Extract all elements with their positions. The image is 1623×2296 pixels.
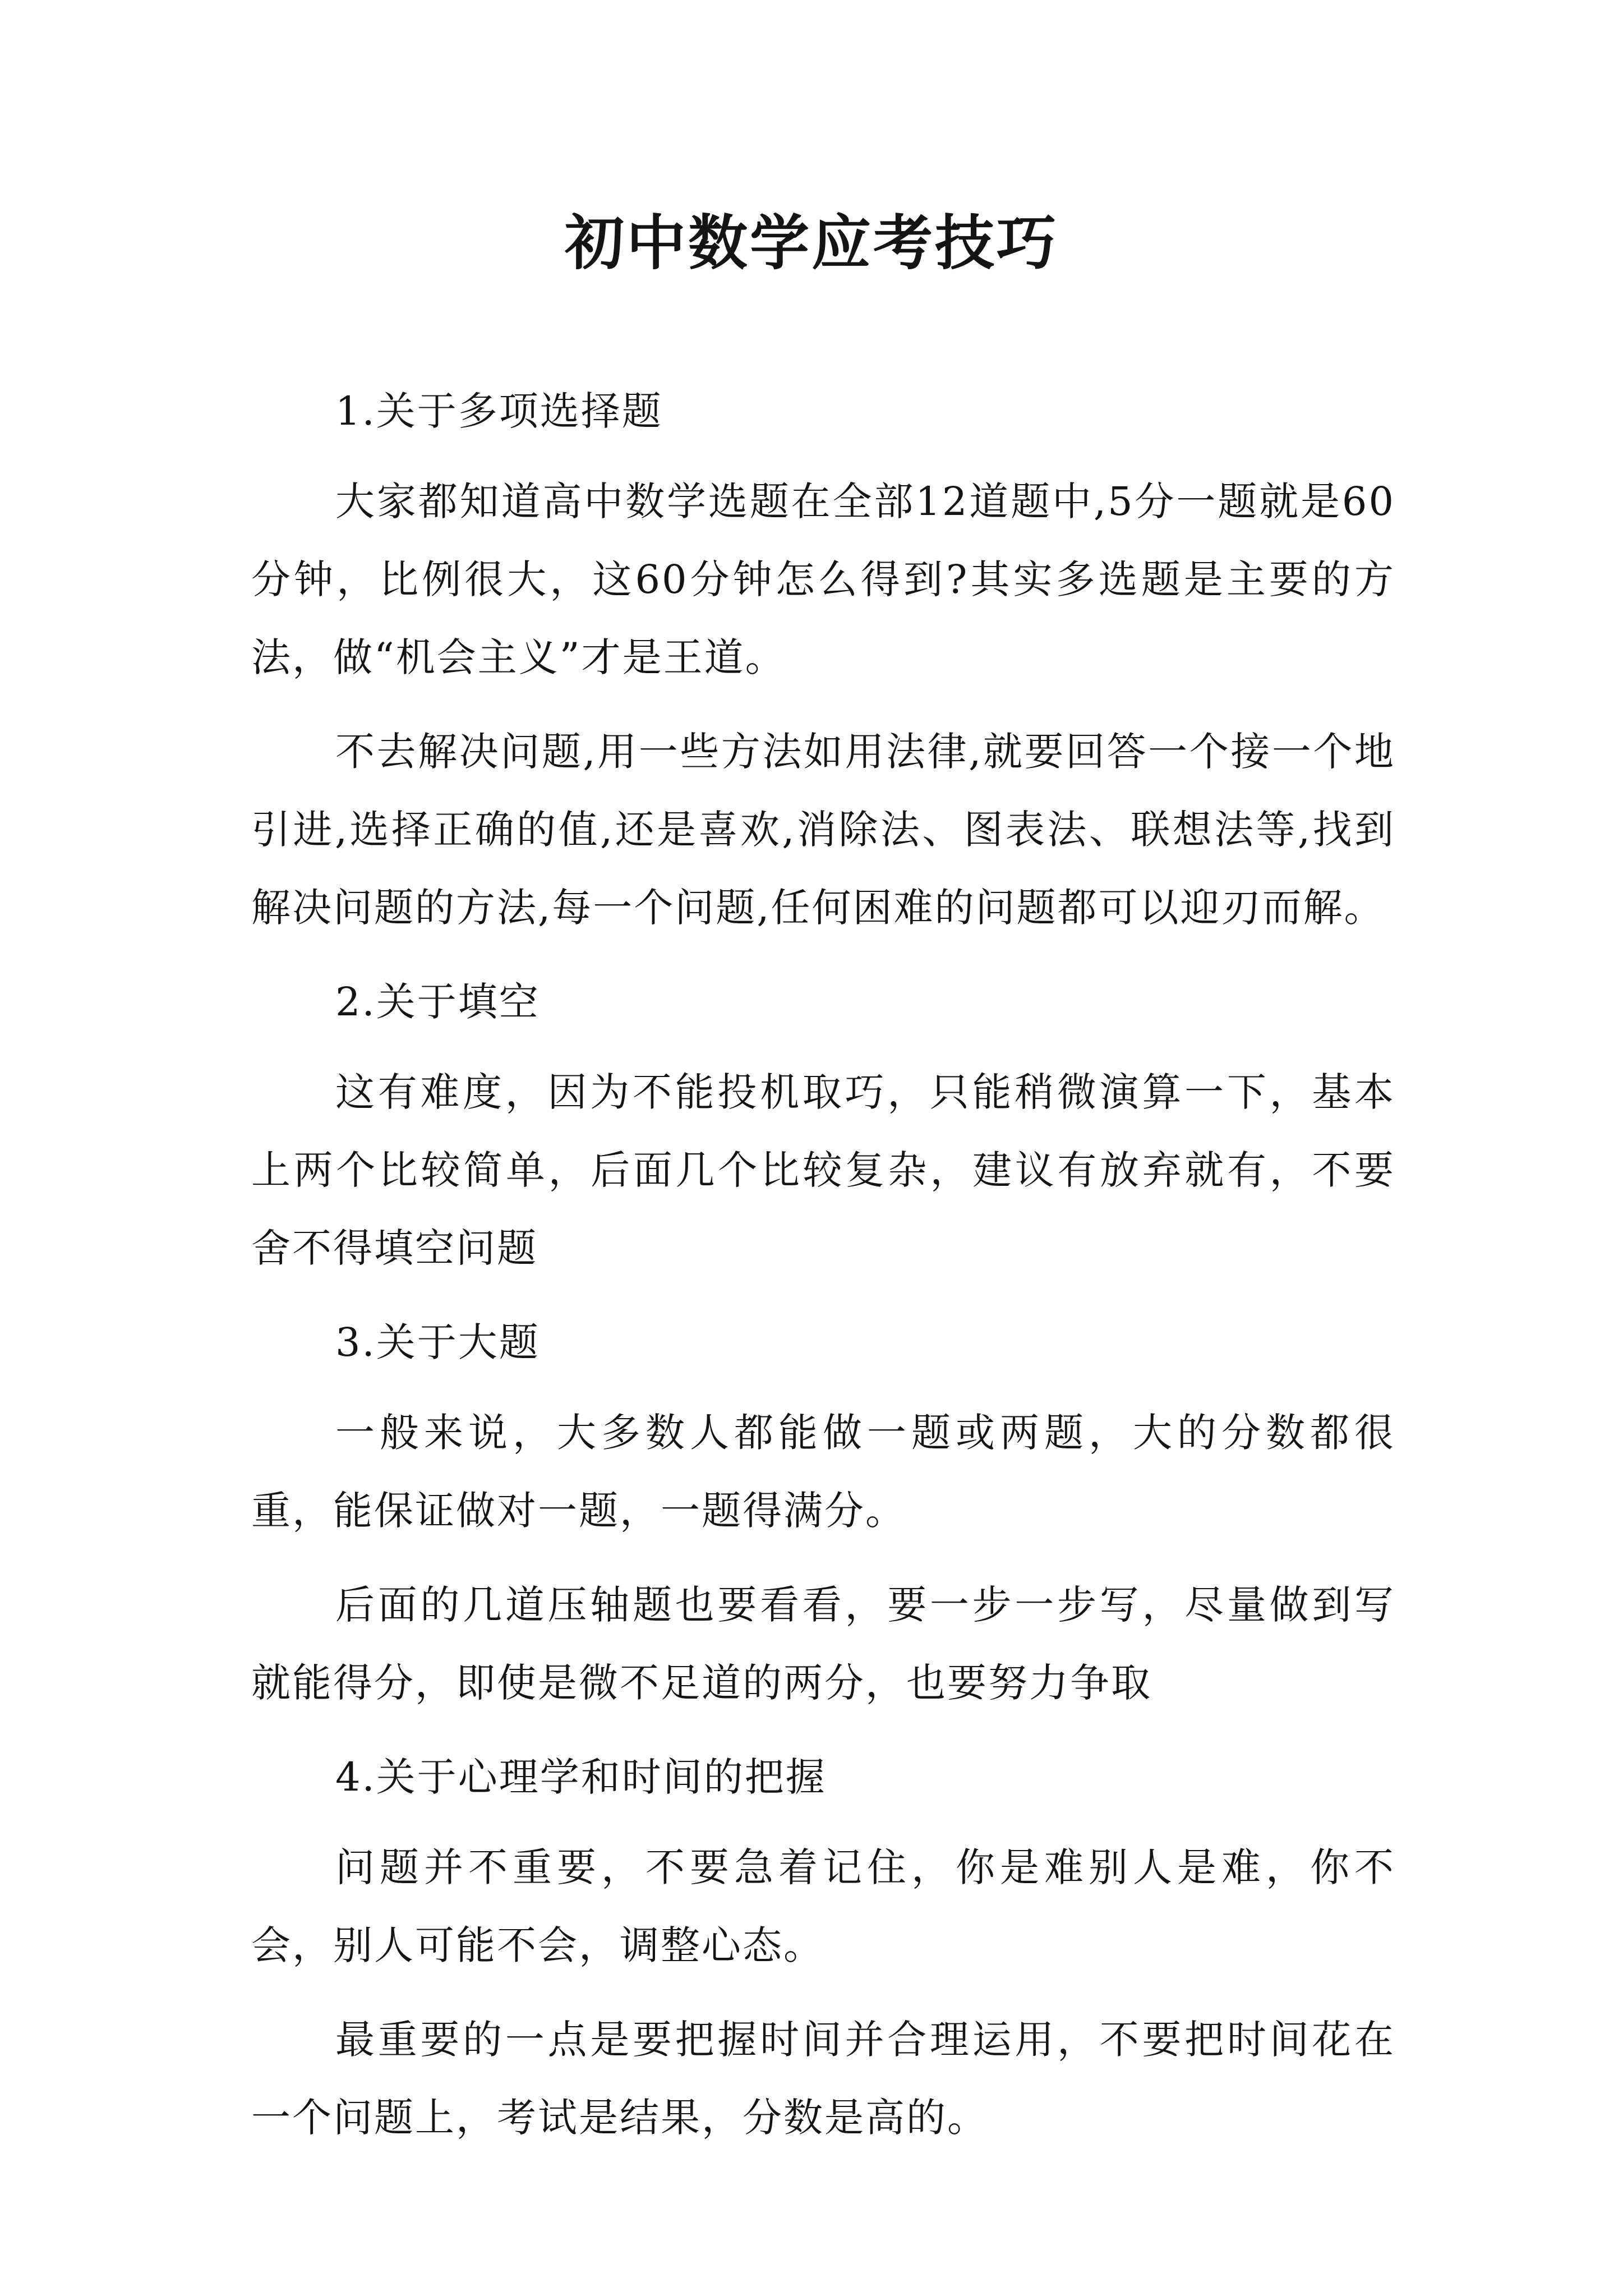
paragraph-time-management: 最重要的一点是要把握时间并合理运用，不要把时间花在一个问题上，考试是结果，分数是高的。 [251, 2017, 1395, 2141]
paragraph-multiple-choice-intro: 大家都知道高中数学选题在全部12道题中,5分一题就是60分钟，比例很大，这60分钟怎么得到?其实多选题是主要的方法，做“机会主义”才是王道。 [251, 478, 1395, 680]
section-heading-psychology-time: 4.关于心理学和时间的把握 [335, 1754, 827, 1800]
section-heading-multiple-choice: 1.关于多项选择题 [335, 388, 663, 434]
section-heading-fill-in-blank: 2.关于填空 [335, 979, 540, 1025]
paragraph-multiple-choice-methods: 不去解决问题,用一些方法如用法律,就要回答一个接一个地引进,选择正确的值,还是喜欢,消除法、图表法、联想法等,找到解决问题的方法,每一个问题,任何困难的问题都可以迎刃而解。 [251, 729, 1395, 931]
document-title: 初中数学应考技巧 [565, 208, 1058, 278]
paragraph-big-questions-general: 一般来说，大多数人都能做一题或两题，大的分数都很重，能保证做对一题，一题得满分。 [251, 1410, 1395, 1534]
paragraph-fill-in-blank: 这有难度，因为不能投机取巧，只能稍微演算一下，基本上两个比较简单，后面几个比较复杂，建议有放弃就有，不要舍不得填空问题 [251, 1069, 1395, 1271]
paragraph-psychology: 问题并不重要，不要急着记住，你是难别人是难，你不会，别人可能不会，调整心态。 [251, 1844, 1395, 1968]
paragraph-big-questions-final: 后面的几道压轴题也要看看，要一步一步写，尽量做到写就能得分，即使是微不足道的两分，也要努力争取 [251, 1582, 1395, 1706]
document-body [251, 372, 1395, 2173]
section-heading-big-questions: 3.关于大题 [335, 1319, 540, 1365]
